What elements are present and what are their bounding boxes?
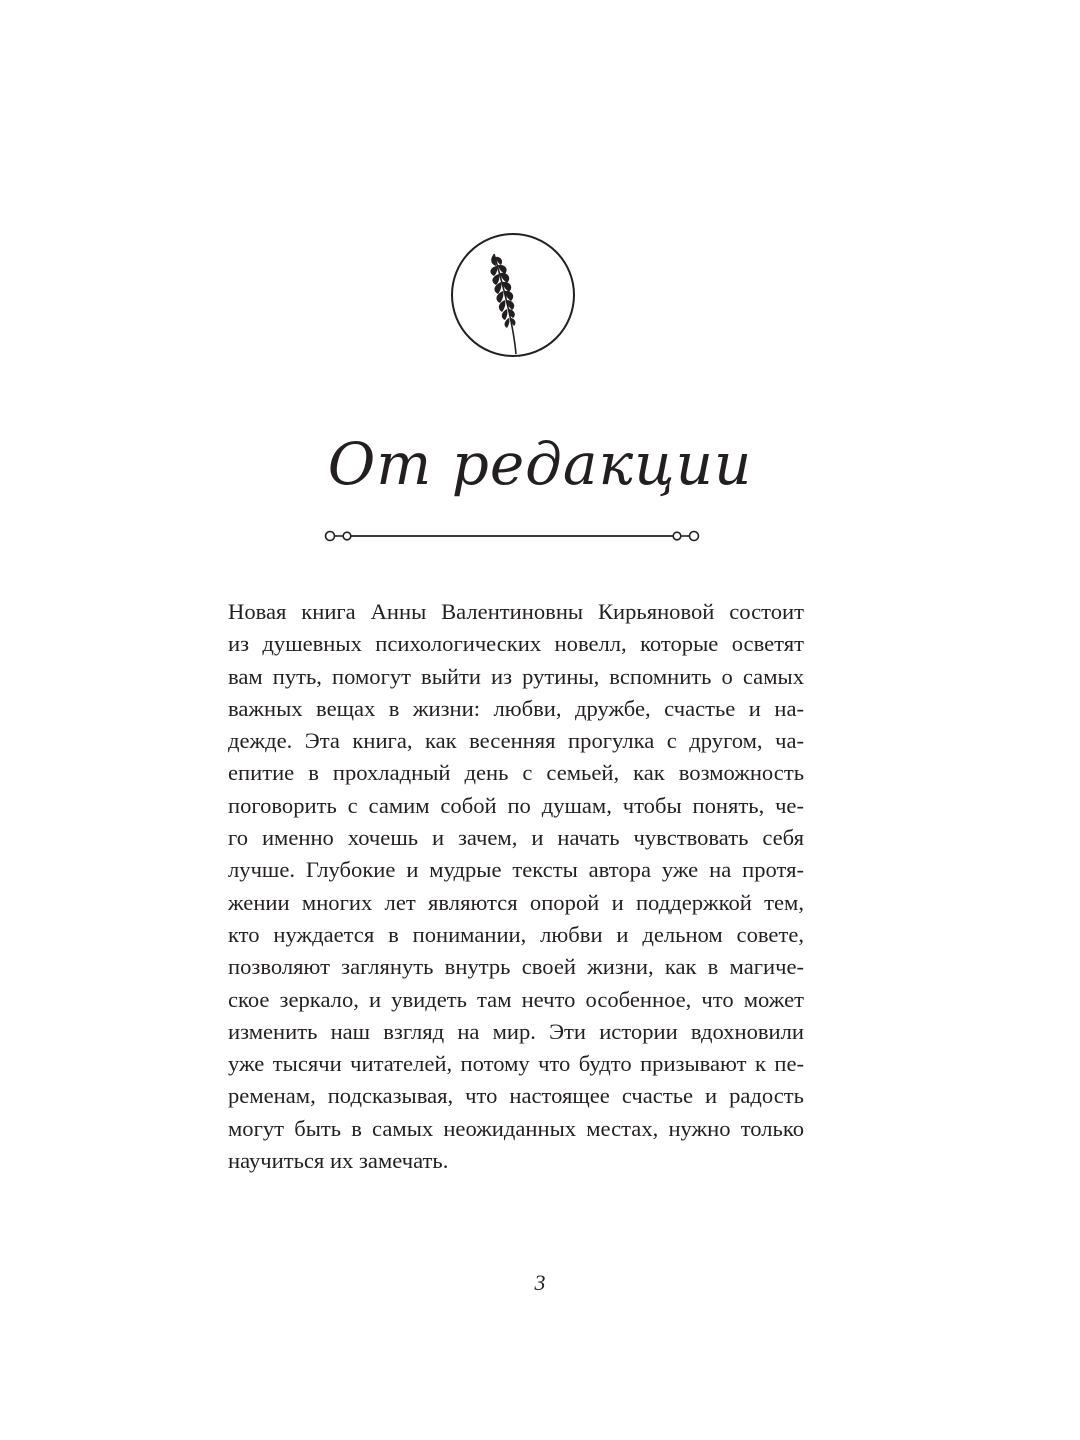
page-title: От редакции — [327, 430, 753, 498]
paragraph-line: епитие в прохладный день с семьей, как возможность — [228, 760, 804, 786]
paragraph-line: уже тысячи читателей, потому что будто призывают к пе- — [228, 1051, 804, 1077]
paragraph-line: научиться их замечать. — [228, 1148, 449, 1174]
paragraph-line: кто нуждается в понимании, любви и дельном совете, — [228, 921, 804, 947]
paragraph-line: дежде. Эта книга, как весенняя прогулка с другом, ча- — [228, 728, 804, 754]
editorial-paragraph — [228, 596, 804, 1177]
paragraph-line: поговорить с самим собой по душам, чтобы понять, че- — [228, 792, 804, 818]
paragraph-line: изменить наш взгляд на мир. Эти истории вдохновили — [228, 1018, 804, 1044]
paragraph-line: ременам, подсказывая, что настоящее счастье и радость — [228, 1083, 804, 1109]
paragraph-line: позволяют заглянуть внутрь своей жизни, как в магиче- — [228, 954, 804, 980]
fern-leaf-in-circle-icon — [450, 232, 576, 358]
paragraph-line: могут быть в самых неожиданных местах, нужно только — [228, 1115, 804, 1141]
line-with-circles-divider-icon — [322, 528, 702, 544]
paragraph-line: ское зеркало, и увидеть там нечто особенное, что может — [228, 986, 804, 1012]
paragraph-line: важных вещах в жизни: любви, дружбе, счастье и на- — [228, 695, 804, 721]
page-number: 3 — [534, 1270, 546, 1295]
paragraph-line: жении многих лет являются опорой и поддержкой тем, — [228, 889, 804, 915]
paragraph-line: го именно хочешь и зачем, и начать чувствовать себя — [228, 825, 804, 851]
paragraph-line: из душевных психологических новелл, которые осветят — [228, 631, 804, 657]
paragraph-line: лучше. Глубокие и мудрые тексты автора уже на протя- — [228, 857, 804, 883]
paragraph-line: Новая книга Анны Валентиновны Кирьяновой состоит — [228, 599, 804, 624]
paragraph-line: вам путь, помогут выйти из рутины, вспомнить о самых — [228, 663, 804, 689]
